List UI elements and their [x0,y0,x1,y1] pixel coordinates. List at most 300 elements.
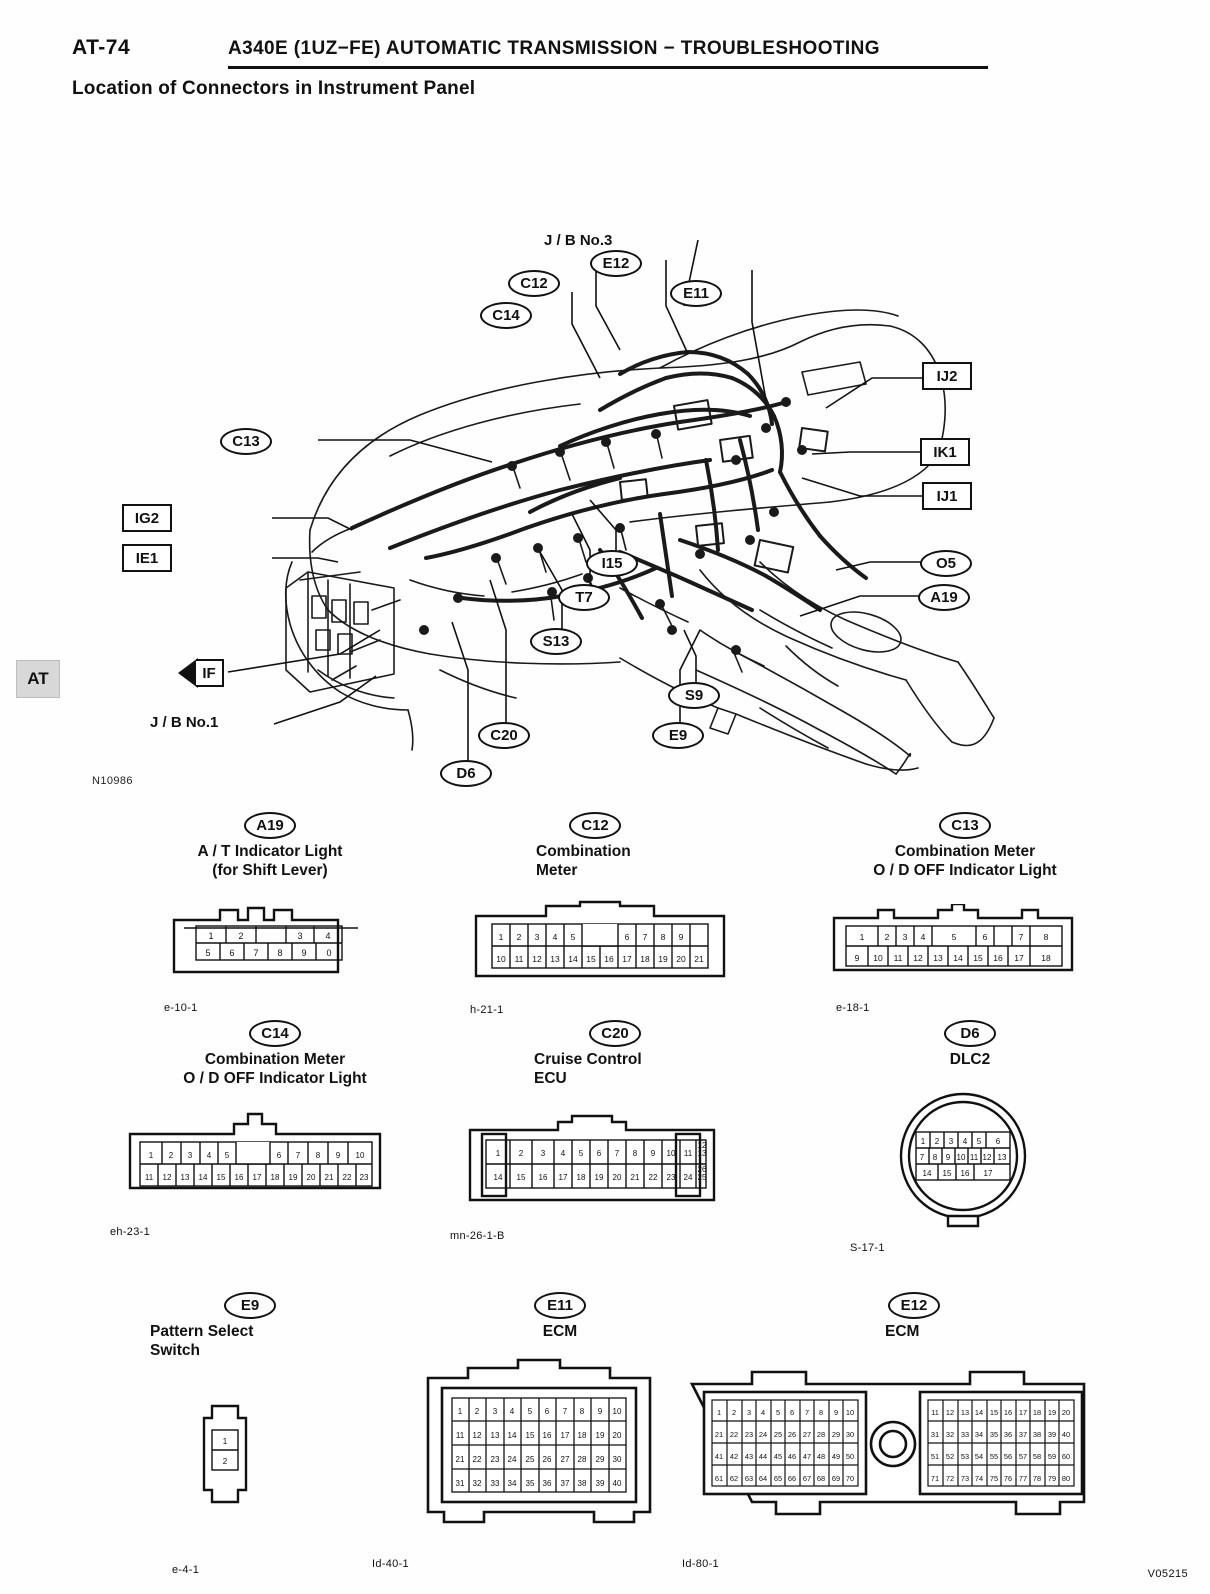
svg-text:66: 66 [787,1474,797,1483]
svg-text:9: 9 [678,932,684,942]
svg-text:5: 5 [527,1407,533,1416]
svg-text:13: 13 [960,1408,970,1417]
svg-text:3: 3 [492,1407,498,1416]
svg-text:4: 4 [552,932,558,942]
svg-text:25: 25 [525,1455,535,1464]
callout-ik1: IK1 [920,438,970,466]
svg-text:67: 67 [802,1474,812,1483]
header-divider [228,66,988,69]
svg-text:5: 5 [205,948,211,958]
if-arrow-icon [178,658,198,688]
svg-text:23: 23 [666,1173,676,1182]
svg-text:69: 69 [831,1474,841,1483]
svg-text:15: 15 [973,953,983,963]
callout-s9: S9 [668,682,720,709]
svg-text:19: 19 [594,1173,604,1182]
svg-text:33: 33 [960,1430,970,1439]
svg-text:11: 11 [144,1173,154,1182]
svg-text:27: 27 [560,1455,570,1464]
connector-name: Pattern Select Switch [150,1323,254,1359]
svg-text:4: 4 [760,1408,766,1417]
connector-drawing [682,1360,1102,1530]
svg-text:51: 51 [930,1452,940,1461]
svg-text:9: 9 [833,1408,839,1417]
svg-text:17: 17 [1018,1408,1028,1417]
svg-text:37: 37 [1018,1430,1028,1439]
connector-name: Cruise Control ECU [534,1051,642,1087]
section-heading: Location of Connectors in Instrument Panel [72,78,476,99]
svg-text:14: 14 [198,1173,208,1182]
svg-text:28: 28 [577,1455,587,1464]
svg-text:23: 23 [744,1430,754,1439]
svg-text:32: 32 [945,1430,955,1439]
svg-text:7: 7 [642,932,648,942]
svg-text:5: 5 [570,932,576,942]
svg-text:7: 7 [253,948,259,958]
callout-d6: D6 [440,760,492,787]
svg-text:14: 14 [974,1408,984,1417]
svg-text:2: 2 [516,932,522,942]
svg-text:36: 36 [1003,1430,1013,1439]
svg-text:6: 6 [995,1137,1001,1146]
svg-text:21: 21 [630,1173,640,1182]
svg-text:30: 30 [612,1455,622,1464]
callout-jb1: J / B No.1 [150,714,219,731]
svg-text:21: 21 [324,1173,334,1182]
connector-code: E9 [224,1292,276,1319]
svg-text:26: 26 [697,1165,707,1174]
svg-text:10: 10 [956,1153,966,1162]
connector-drawing [166,902,376,982]
svg-text:23: 23 [359,1173,369,1182]
svg-text:16: 16 [542,1431,552,1440]
svg-text:31: 31 [930,1430,940,1439]
svg-text:11: 11 [969,1153,979,1162]
connector-code: C13 [939,812,991,839]
svg-text:54: 54 [974,1452,984,1461]
svg-text:4: 4 [962,1137,968,1146]
svg-text:2: 2 [222,1457,228,1466]
svg-text:31: 31 [455,1479,465,1488]
svg-text:15: 15 [942,1169,952,1178]
svg-text:13: 13 [933,953,943,963]
connector-c13 [800,812,1130,1022]
page-title: A340E (1UZ−FE) AUTOMATIC TRANSMISSION − TROUBLESHOOTING [228,38,880,59]
svg-text:15: 15 [989,1408,999,1417]
svg-text:59: 59 [1047,1452,1057,1461]
svg-text:6: 6 [982,932,988,942]
svg-text:10: 10 [666,1149,676,1158]
svg-text:1: 1 [859,932,865,942]
svg-text:42: 42 [729,1452,739,1461]
svg-text:8: 8 [932,1153,938,1162]
connector-code: E12 [888,1292,940,1319]
connector-code: C14 [249,1020,301,1047]
svg-text:78: 78 [1032,1474,1042,1483]
svg-text:6: 6 [624,932,630,942]
connector-code: C20 [589,1020,641,1047]
svg-text:9: 9 [335,1151,341,1160]
connector-name: ECM [885,1323,920,1340]
svg-text:20: 20 [1061,1408,1071,1417]
connector-c20 [450,1020,780,1270]
svg-text:7: 7 [804,1408,810,1417]
svg-text:14: 14 [953,953,963,963]
svg-text:53: 53 [960,1452,970,1461]
svg-text:15: 15 [586,954,596,964]
svg-text:65: 65 [773,1474,783,1483]
svg-text:12: 12 [162,1173,172,1182]
svg-text:33: 33 [490,1479,500,1488]
svg-text:9: 9 [597,1407,603,1416]
svg-text:38: 38 [577,1479,587,1488]
svg-text:13: 13 [697,1149,707,1158]
svg-text:49: 49 [831,1452,841,1461]
svg-text:1: 1 [457,1407,463,1416]
callout-e12: E12 [590,250,642,277]
svg-text:23: 23 [490,1455,500,1464]
svg-text:39: 39 [1047,1430,1057,1439]
svg-text:6: 6 [229,948,235,958]
svg-text:40: 40 [1061,1430,1071,1439]
connector-c12 [430,812,760,1022]
svg-text:32: 32 [472,1479,482,1488]
callout-ij1: IJ1 [922,482,972,510]
svg-text:2: 2 [474,1407,480,1416]
svg-text:21: 21 [714,1430,724,1439]
svg-text:22: 22 [648,1173,658,1182]
svg-text:45: 45 [773,1452,783,1461]
connector-drawing [190,1400,260,1510]
svg-text:1: 1 [148,1151,154,1160]
connector-drawing [830,904,1080,982]
svg-text:21: 21 [455,1455,465,1464]
svg-text:5: 5 [224,1151,230,1160]
svg-text:60: 60 [1061,1452,1071,1461]
svg-text:9: 9 [854,953,860,963]
svg-text:61: 61 [714,1474,724,1483]
svg-text:6: 6 [596,1149,602,1158]
svg-text:15: 15 [516,1173,526,1182]
connector-e9 [110,1292,390,1592]
svg-text:17: 17 [558,1173,568,1182]
svg-text:9: 9 [650,1149,656,1158]
connector-code: D6 [944,1020,996,1047]
svg-text:18: 18 [640,954,650,964]
svg-text:7: 7 [295,1151,301,1160]
svg-text:62: 62 [729,1474,739,1483]
svg-text:1: 1 [920,1137,926,1146]
connector-part-number: mn-26-1-B [450,1230,505,1242]
callout-if [178,658,224,688]
svg-text:17: 17 [252,1173,262,1182]
svg-text:2: 2 [238,931,244,941]
svg-text:12: 12 [532,954,542,964]
svg-text:7: 7 [562,1407,568,1416]
callout-ij2: IJ2 [922,362,972,390]
svg-text:15: 15 [525,1431,535,1440]
svg-text:72: 72 [945,1474,955,1483]
svg-text:20: 20 [306,1173,316,1182]
svg-text:2: 2 [934,1137,940,1146]
connector-drawing [464,1112,732,1208]
svg-text:18: 18 [270,1173,280,1182]
connector-part-number: e-10-1 [164,1002,198,1014]
svg-text:70: 70 [845,1474,855,1483]
svg-text:55: 55 [989,1452,999,1461]
svg-text:57: 57 [1018,1452,1028,1461]
svg-text:2: 2 [168,1151,174,1160]
callout-i15: I15 [586,550,638,577]
svg-text:16: 16 [538,1173,548,1182]
svg-text:18: 18 [576,1173,586,1182]
connector-part-number: S-17-1 [850,1242,885,1254]
connector-d6 [830,1020,1110,1270]
svg-text:10: 10 [612,1407,622,1416]
callout-c20: C20 [478,722,530,749]
svg-text:74: 74 [974,1474,984,1483]
svg-text:14: 14 [507,1431,517,1440]
svg-text:3: 3 [540,1149,546,1158]
svg-text:2: 2 [518,1149,524,1158]
svg-text:56: 56 [1003,1452,1013,1461]
svg-text:1: 1 [222,1437,228,1446]
connector-e11 [372,1292,720,1592]
svg-text:52: 52 [945,1452,955,1461]
callout-t7: T7 [558,584,610,611]
svg-text:3: 3 [746,1408,752,1417]
svg-text:13: 13 [490,1431,500,1440]
svg-text:22: 22 [472,1455,482,1464]
svg-text:16: 16 [1003,1408,1013,1417]
svg-text:73: 73 [960,1474,970,1483]
svg-text:5: 5 [578,1149,584,1158]
svg-text:12: 12 [913,953,923,963]
svg-text:14: 14 [568,954,578,964]
svg-text:10: 10 [496,954,506,964]
connector-code: E11 [534,1292,586,1319]
svg-text:17: 17 [622,954,632,964]
connector-name: ECM [542,1323,578,1340]
svg-text:64: 64 [758,1474,768,1483]
svg-text:16: 16 [993,953,1003,963]
svg-text:5: 5 [951,932,957,942]
callout-a19: A19 [918,584,970,611]
figure-code: N10986 [92,775,133,787]
svg-text:77: 77 [1018,1474,1028,1483]
svg-text:25: 25 [773,1430,783,1439]
svg-text:18: 18 [1041,953,1051,963]
svg-text:12: 12 [945,1408,955,1417]
svg-text:12: 12 [697,1141,707,1150]
svg-text:1: 1 [498,932,504,942]
svg-text:75: 75 [989,1474,999,1483]
svg-text:3: 3 [948,1137,954,1146]
svg-text:17: 17 [983,1169,993,1178]
svg-text:24: 24 [758,1430,768,1439]
svg-text:1: 1 [716,1408,722,1417]
svg-text:39: 39 [595,1479,605,1488]
svg-text:36: 36 [542,1479,552,1488]
svg-text:29: 29 [595,1455,605,1464]
svg-text:20: 20 [612,1431,622,1440]
svg-text:0: 0 [326,948,332,958]
instrument-panel-illustration [60,110,1150,810]
svg-text:17: 17 [560,1431,570,1440]
svg-text:41: 41 [714,1452,724,1461]
connector-drawing [414,1354,664,1534]
page-header [0,18,1210,58]
svg-text:15: 15 [216,1173,226,1182]
connector-drawing [470,900,740,984]
svg-text:10: 10 [845,1408,855,1417]
svg-text:13: 13 [550,954,560,964]
connector-part-number: Id-40-1 [372,1558,409,1570]
svg-text:43: 43 [744,1452,754,1461]
svg-text:7: 7 [919,1153,925,1162]
svg-text:48: 48 [816,1452,826,1461]
callout-c13: C13 [220,428,272,455]
svg-text:16: 16 [604,954,614,964]
svg-text:35: 35 [525,1479,535,1488]
svg-text:9: 9 [301,948,307,958]
svg-text:11: 11 [455,1431,465,1440]
svg-text:7: 7 [614,1149,620,1158]
connector-part-number: h-21-1 [470,1004,504,1016]
connector-code: C12 [569,812,621,839]
svg-text:30: 30 [845,1430,855,1439]
connector-e12 [682,1292,1130,1592]
svg-text:4: 4 [325,931,331,941]
svg-text:1: 1 [208,931,214,941]
svg-text:6: 6 [789,1408,795,1417]
connector-drawing [868,1090,1058,1230]
svg-text:19: 19 [595,1431,605,1440]
svg-text:19: 19 [288,1173,298,1182]
svg-text:4: 4 [206,1151,212,1160]
connector-name: Combination Meter O / D OFF Indicator Light [183,1051,367,1087]
svg-text:8: 8 [277,948,283,958]
if-label: IF [202,664,216,682]
svg-text:71: 71 [930,1474,940,1483]
svg-text:13: 13 [997,1153,1007,1162]
callout-ie1: IE1 [122,544,172,572]
svg-text:10: 10 [355,1151,365,1160]
svg-text:4: 4 [920,932,926,942]
svg-text:26: 26 [542,1455,552,1464]
svg-text:8: 8 [315,1151,321,1160]
callout-e9: E9 [652,722,704,749]
callout-o5: O5 [920,550,972,577]
svg-text:11: 11 [931,1408,939,1417]
svg-text:3: 3 [297,931,303,941]
svg-text:1: 1 [495,1149,501,1158]
connector-code: A19 [244,812,296,839]
callout-jb3: J / B No.3 [544,232,613,249]
svg-text:2: 2 [884,932,890,942]
svg-text:3: 3 [534,932,540,942]
svg-text:11: 11 [893,953,903,963]
svg-text:44: 44 [758,1452,768,1461]
svg-text:6: 6 [544,1407,550,1416]
svg-text:2: 2 [731,1408,737,1417]
svg-text:27: 27 [802,1430,812,1439]
connector-part-number: eh-23-1 [110,1226,151,1238]
svg-text:37: 37 [560,1479,570,1488]
connector-drawing [126,1112,386,1198]
svg-text:9: 9 [945,1153,951,1162]
svg-text:12: 12 [472,1431,482,1440]
svg-text:14: 14 [493,1173,503,1182]
svg-text:68: 68 [816,1474,826,1483]
svg-text:79: 79 [1047,1474,1057,1483]
svg-text:35: 35 [989,1430,999,1439]
svg-text:24: 24 [683,1173,693,1182]
connector-part-number: Id-80-1 [682,1558,719,1570]
svg-text:4: 4 [560,1149,566,1158]
svg-text:11: 11 [683,1149,693,1158]
svg-text:7: 7 [1018,932,1024,942]
svg-text:8: 8 [1043,932,1049,942]
connector-part-number: e-18-1 [836,1002,870,1014]
svg-text:18: 18 [577,1431,587,1440]
svg-text:21: 21 [694,954,704,964]
svg-text:3: 3 [187,1151,193,1160]
svg-text:17: 17 [1014,953,1024,963]
callout-c14: C14 [480,302,532,329]
connector-name: Combination Meter [536,843,631,879]
svg-text:5: 5 [976,1137,982,1146]
svg-text:34: 34 [974,1430,984,1439]
svg-text:76: 76 [1003,1474,1013,1483]
svg-text:16: 16 [234,1173,244,1182]
document-code: V05215 [1147,1568,1188,1580]
callout-ig2: IG2 [122,504,172,532]
svg-text:20: 20 [676,954,686,964]
connector-catalog [0,812,1210,1592]
svg-text:13: 13 [180,1173,190,1182]
svg-text:46: 46 [787,1452,797,1461]
svg-text:28: 28 [816,1430,826,1439]
svg-text:10: 10 [873,953,883,963]
connector-part-number: e-4-1 [172,1564,200,1576]
svg-text:24: 24 [507,1455,517,1464]
svg-text:38: 38 [1032,1430,1042,1439]
svg-text:29: 29 [831,1430,841,1439]
svg-text:63: 63 [744,1474,754,1483]
svg-text:47: 47 [802,1452,812,1461]
svg-text:58: 58 [1032,1452,1042,1461]
svg-text:6: 6 [276,1151,282,1160]
connector-name: A / T Indicator Light (for Shift Lever) [197,843,343,879]
svg-text:40: 40 [612,1479,622,1488]
svg-text:14: 14 [922,1169,932,1178]
svg-text:19: 19 [658,954,668,964]
connector-name: Combination Meter O / D OFF Indicator Light [873,843,1057,879]
svg-text:12: 12 [982,1153,992,1162]
svg-text:22: 22 [342,1173,352,1182]
callout-e11: E11 [670,280,722,307]
section-side-tab: AT [16,660,60,698]
svg-text:22: 22 [729,1430,739,1439]
svg-text:11: 11 [514,954,524,964]
svg-text:8: 8 [632,1149,638,1158]
svg-text:16: 16 [960,1169,970,1178]
callout-c12: C12 [508,270,560,297]
svg-text:80: 80 [1061,1474,1071,1483]
svg-text:3: 3 [902,932,908,942]
connector-name: DLC2 [949,1051,991,1068]
